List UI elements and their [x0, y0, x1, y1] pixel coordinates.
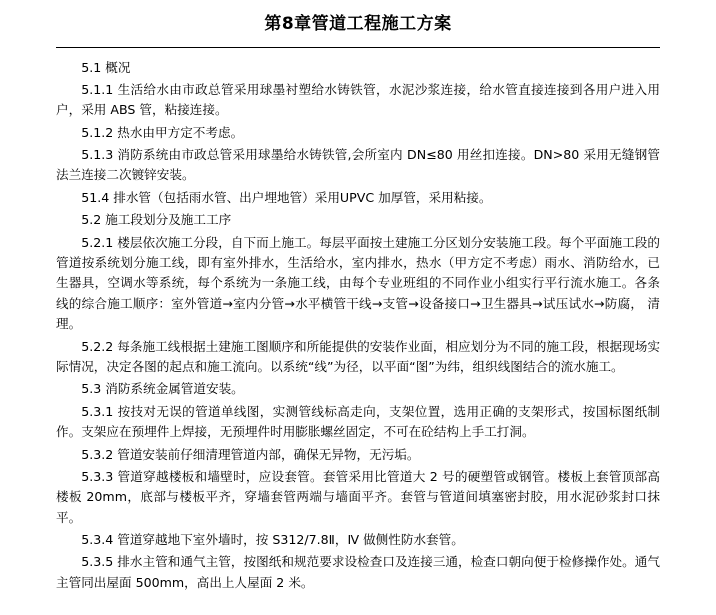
paragraph: 5.1.3 消防系统由市政总管采用球墨给水铸铁管,会所室内 DN≤80 用丝扣连接。DN>80 采用无缝钢管法兰连接二次镀锌安装。: [56, 147, 660, 183]
paragraph: 5.1 概况: [81, 59, 131, 75]
document-body: [56, 58, 660, 594]
paragraph: 5.2.2 每条施工线根据土建施工图顺序和所能提供的安装作业面，相应划分为不同的施工段，根据现场实际情况，决定各图的起点和施工流向。以系统“线”为径，以平面“图”为纬，组织线图结合的流水施工。: [56, 338, 660, 374]
paragraph: 5.3.3 管道穿越楼板和墙壁时，应设套管。套管采用比管道大 2 号的硬塑管或钢管。楼板上套管顶部高楼板 20mm，底部与楼板平齐，穿墙套管两端与墙面平齐。套管与管道间填塞密封胶，用水泥砂浆封口抹平。: [56, 468, 660, 525]
page-title: 第8章管道工程施工方案: [264, 14, 452, 34]
paragraph: 5.1.1 生活给水由市政总管采用球墨衬塑给水铸铁管，水泥沙浆连接，给水管直接连接到各用户进入用户，采用 ABS 管，粘接连接。: [56, 81, 660, 118]
paragraph: 5.2 施工段划分及施工工序: [81, 212, 232, 228]
paragraph: 51.4 排水管（包括雨水管、出户埋地管）采用UPVC 加厚管，采用粘接。: [81, 189, 492, 205]
paragraph: 5.3.1 按技对无误的管道单线图，实测管线标高走向，支架位置，选用正确的支架形式，按国标图纸制作。支架应在预埋件上焊接，无预埋件时用膨胀螺丝固定，不可在砼结构上手工打洞。: [56, 403, 660, 440]
paragraph: 5.2.1 楼层依次施工分段，自下而上施工。每层平面按土建施工分区划分安装施工段。每个平面施工段的管道按系统划分施工线，即有室外排水，生活给水，室内排水，热水（甲方定不考虑）雨水、消防给水，已生器具，空调水等系统，每个系统为一条施工线，由每个专业班组的不同作业小组实行平行流水施工。各条线的综合施工顺序：室外管道→室内分管→水平横管干线→支管→设备接口→卫生器具→试压试水→防腐， 清理。: [56, 234, 660, 332]
paragraph: 5.3.5 排水主管和通气主管，按图纸和规范要求设检查口及连接三通，检查口朝向便于检修操作处。通气主管同出屋面 500mm，高出上人屋面 2 米。: [56, 554, 660, 590]
paragraph: 5.3.2 管道安装前仔细清理管道内部，确保无异物，无污垢。: [81, 446, 420, 462]
paragraph: 5.1.2 热水由甲方定不考虑。: [81, 124, 244, 140]
title-divider: [56, 47, 660, 48]
paragraph: 5.3 消防系统金属管道安装。: [81, 381, 244, 397]
paragraph: 5.3.4 管道穿越地下室外墙时，按 S312/7.8Ⅱ，Ⅳ 做侧性防水套管。: [81, 532, 464, 548]
